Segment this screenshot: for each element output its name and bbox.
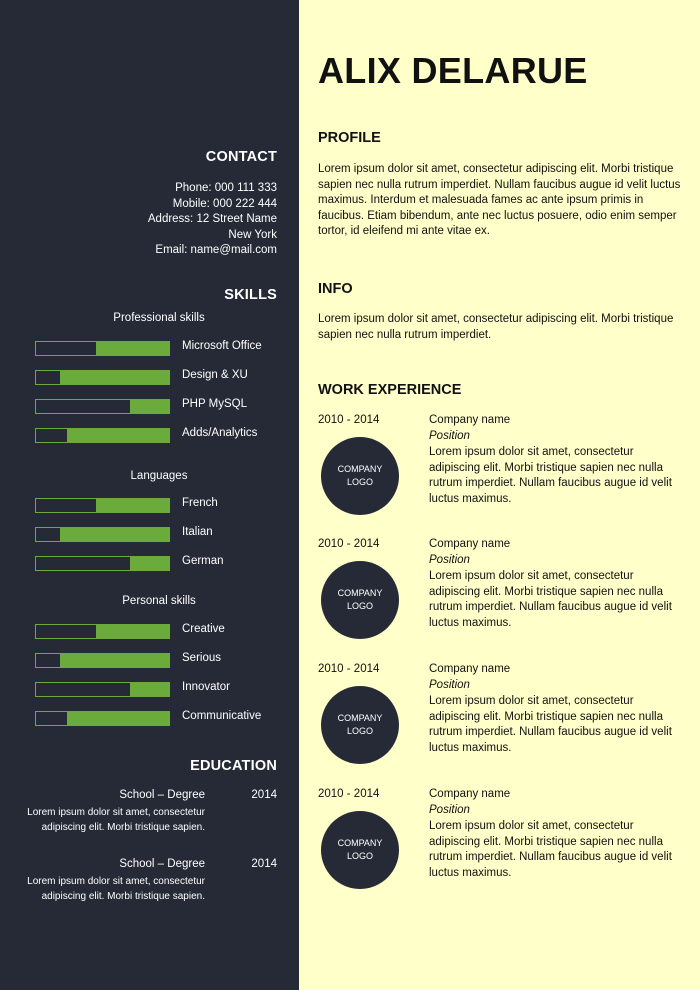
company-logo-text: COMPANY LOGO	[337, 838, 383, 861]
sidebar	[0, 0, 299, 990]
contact-phone: Phone: 000 111 333	[175, 182, 277, 194]
skill-label: PHP MySQL	[182, 398, 247, 410]
job-period: 2010 - 2014	[318, 663, 380, 675]
language-label: German	[182, 555, 224, 567]
contact-city: New York	[228, 228, 277, 241]
job-position: Position	[429, 803, 470, 816]
education-year: 2014	[251, 858, 277, 870]
job-period: 2010 - 2014	[318, 788, 380, 800]
company-logo-text: COMPANY LOGO	[337, 588, 383, 611]
job-position: Position	[429, 429, 470, 442]
job-period: 2010 - 2014	[318, 414, 380, 426]
job-company: Company name	[429, 414, 511, 426]
job-position: Position	[429, 678, 470, 691]
skill-bar-empty	[36, 499, 96, 512]
skill-bar-empty	[36, 625, 96, 638]
skill-bar-empty	[36, 371, 60, 384]
skill-bar	[35, 653, 170, 668]
company-logo-text: COMPANY LOGO	[337, 464, 383, 487]
contact-details	[148, 181, 277, 259]
job-description: Lorem ipsum dolor sit amet, consectetur adipiscing elit. Morbi tristique sapien nec nulla rutrum imperdiet. Nullam faucibus augue id velit luctus maximus.	[429, 570, 672, 629]
skill-bar	[35, 399, 170, 414]
job-company: Company name	[429, 663, 511, 675]
job-entry	[318, 414, 690, 534]
job-description: Lorem ipsum dolor sit amet, consectetur adipiscing elit. Morbi tristique sapien nec nulla rutrum imperdiet. Nullam faucibus augue id velit luctus maximus.	[429, 695, 672, 754]
job-period: 2010 - 2014	[318, 538, 380, 550]
info-text: Lorem ipsum dolor sit amet, consectetur adipiscing elit. Morbi tristique sapien nec nulla rutrum imperdiet.	[318, 313, 674, 341]
education-title: EDUCATION	[190, 758, 277, 774]
skill-bar-empty	[36, 528, 60, 541]
company-logo-text: COMPANY LOGO	[337, 713, 383, 736]
work-experience-title: WORK EXPERIENCE	[318, 382, 462, 398]
contact-email: Email: name@mail.com	[155, 244, 277, 257]
skill-bar	[35, 341, 170, 356]
skill-bar-empty	[36, 342, 96, 355]
skill-bar	[35, 624, 170, 639]
skill-bar-empty	[36, 654, 60, 667]
company-logo	[321, 686, 399, 764]
skill-label: Adds/Analytics	[182, 427, 258, 439]
personal-skills-title: Personal skills	[122, 595, 196, 607]
contact-title: CONTACT	[205, 149, 277, 165]
skill-bar	[35, 711, 170, 726]
info-title: INFO	[318, 281, 353, 297]
skill-label: Design & XU	[182, 369, 248, 381]
skill-bar-empty	[36, 400, 130, 413]
education-school: School – Degree	[119, 858, 205, 870]
skill-bar	[35, 428, 170, 443]
language-label: Italian	[182, 526, 213, 538]
skill-bar	[35, 370, 170, 385]
skill-label: Communicative	[182, 710, 262, 722]
job-entry	[318, 538, 690, 658]
skill-label: Innovator	[182, 681, 230, 693]
language-label: French	[182, 497, 218, 509]
skill-label: Serious	[182, 652, 221, 664]
job-position: Position	[429, 553, 470, 566]
skill-bar	[35, 556, 170, 571]
job-entry	[318, 788, 690, 908]
education-school: School – Degree	[119, 789, 205, 801]
skill-bar-empty	[36, 557, 130, 570]
contact-mobile: Mobile: 000 222 444	[172, 197, 277, 210]
skill-bar	[35, 498, 170, 513]
languages-title: Languages	[130, 470, 188, 482]
skill-label: Microsoft Office	[182, 340, 262, 352]
education-description: Lorem ipsum dolor sit amet, consectetur adipiscing elit. Morbi tristique sapien.	[27, 876, 205, 902]
profile-text: Lorem ipsum dolor sit amet, consectetur adipiscing elit. Morbi tristique sapien nec nulla rutrum imperdiet. Nullam faucibus augue id velit luctus maximus. Interdum et malesuada fames ac ante ipsum primis in faucibus. Etiam bibendum, ante nec luctus posuere, odio enim semper tortor, id eleifend mi ante vitae ex.	[318, 163, 681, 238]
company-logo	[321, 811, 399, 889]
skill-bar	[35, 527, 170, 542]
skill-bar	[35, 682, 170, 697]
skill-bar-empty	[36, 712, 67, 725]
profile-title: PROFILE	[318, 130, 381, 146]
company-logo	[321, 561, 399, 639]
education-year: 2014	[251, 789, 277, 801]
job-company: Company name	[429, 538, 511, 550]
education-description: Lorem ipsum dolor sit amet, consectetur adipiscing elit. Morbi tristique sapien.	[27, 807, 205, 833]
skill-bar-empty	[36, 683, 130, 696]
job-entry	[318, 663, 690, 783]
job-description: Lorem ipsum dolor sit amet, consectetur adipiscing elit. Morbi tristique sapien nec nulla rutrum imperdiet. Nullam faucibus augue id velit luctus maximus.	[429, 446, 672, 505]
job-description: Lorem ipsum dolor sit amet, consectetur adipiscing elit. Morbi tristique sapien nec nulla rutrum imperdiet. Nullam faucibus augue id velit luctus maximus.	[429, 820, 672, 879]
professional-skills-title: Professional skills	[113, 312, 205, 324]
skills-title: SKILLS	[224, 287, 277, 303]
job-company: Company name	[429, 788, 511, 800]
person-name: ALIX DELARUE	[318, 50, 588, 91]
contact-address: Address: 12 Street Name	[147, 213, 277, 226]
skill-label: Creative	[182, 623, 225, 635]
company-logo	[321, 437, 399, 515]
skill-bar-empty	[36, 429, 67, 442]
